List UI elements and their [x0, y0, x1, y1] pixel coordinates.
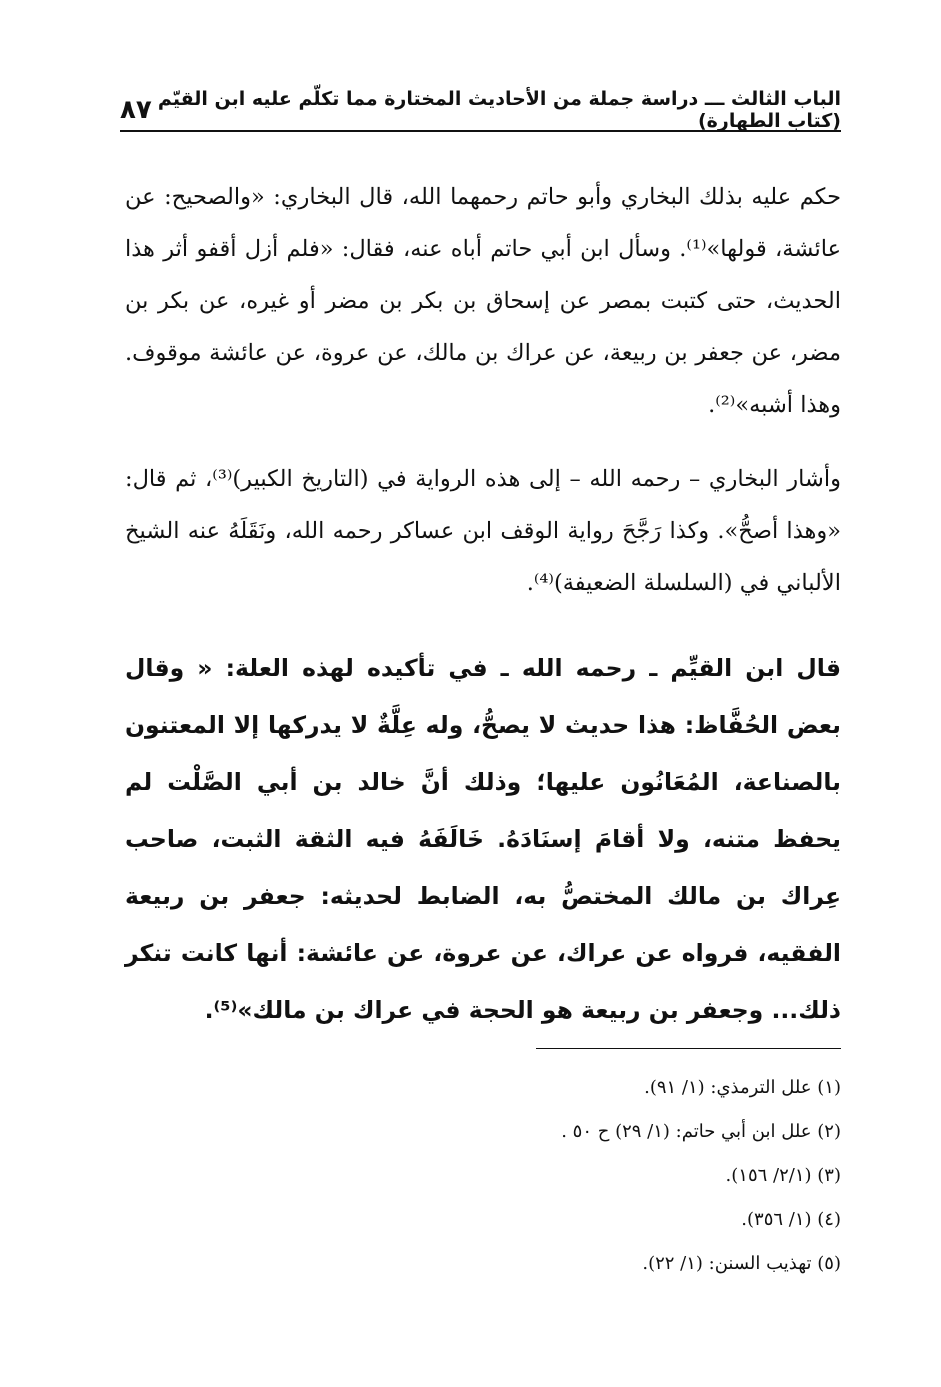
- running-header: [120, 90, 841, 132]
- header-title: الباب الثالث ـــ دراسة جملة من الأحاديث المختارة مما تكلّم عليه ابن القيّم (كتاب الطهارة): [157, 88, 841, 132]
- footnote-2: (٢) علل ابن أبي حاتم: (١/ ٢٩) ح ٥٠ .: [561, 1121, 841, 1142]
- paragraph-2: وأشار البخاري – رحمه الله – إلى هذه الرواية في (التاريخ الكبير)⁽³⁾، ثم قال: «وهذا أصحُّ». وكذا رَجَّحَ رواية الوقف ابن عساكر رحمه الله، ونَقَلَهُ عنه الشيخ الألباني في (السلسلة الضعيفة)⁽⁴⁾.: [125, 465, 841, 596]
- page-number: ٨٧: [120, 95, 152, 125]
- paragraph-1: حكم عليه بذلك البخاري وأبو حاتم رحمهما الله، قال البخاري: «والصحيح: عن عائشة، قولها»⁽¹⁾. وسأل ابن أبي حاتم أباه عنه، فقال: «فلم أزل أقفو أثر هذا الحديث، حتى كتبت بمصر عن إسحاق بن بكر بن مضر أو غيره، عن بكر بن مضر، عن جعفر بن ربيعة، عن عراك بن مالك، عن عروة، عن عائشة موقوف. وهذا أشبه»⁽²⁾.: [125, 183, 841, 418]
- footnote-4: (٤) (١/ ٣٥٦).: [741, 1209, 841, 1230]
- footnote-5: (٥) تهذيب السنن: (١/ ٢٢).: [642, 1253, 841, 1274]
- footnote-3: (٣) (٢/١/ ١٥٦).: [725, 1165, 841, 1186]
- footnote-1: (١) علل الترمذي: (١/ ٩١).: [644, 1077, 841, 1098]
- footnotes: [300, 1066, 841, 1286]
- paragraph-3-quote: قال ابن القيِّم ـ رحمه الله ـ في تأكيده لهذه العلة: « وقال بعض الحُفَّاظ: هذا حديث لا يصحُّ، وله عِلَّةٌ لا يدركها إلا المعتنون بالصناعة، المُعَانُون عليها؛ وذلك أنَّ خالد بن أبي الصَّلْت لم يحفظ متنه، ولا أقامَ إسنَادَهُ. خَالَفَهُ فيه الثقة الثبت، صاحب عِراك بن مالك المختصُّ به، الضابط لحديثه: جعفر بن ربيعة الفقيه، فرواه عن عراك، عن عروة، عن عائشة: أنها كانت تنكر ذلك... وجعفر بن ربيعة هو الحجة في عراك بن مالك»⁽⁵⁾.: [125, 653, 841, 1024]
- footnote-divider: [536, 1048, 841, 1049]
